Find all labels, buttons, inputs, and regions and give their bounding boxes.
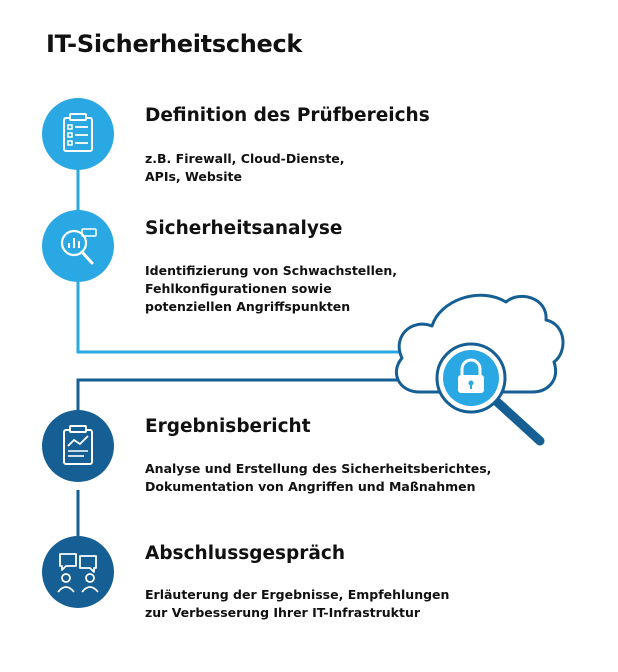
step-2-description-line: potenziellen Angriffspunkten xyxy=(145,299,351,314)
step-4-description-line: zur Verbesserung Ihrer IT-Infrastruktur xyxy=(145,605,421,620)
report-clipboard-icon xyxy=(42,410,114,482)
conversation-icon xyxy=(42,536,114,608)
step-2-description xyxy=(145,262,397,316)
step-2-description-line: Fehlkonfigurationen sowie xyxy=(145,281,332,296)
step-3-description xyxy=(145,460,491,496)
analysis-magnifier-icon xyxy=(42,210,114,282)
connector-cloud-3 xyxy=(78,380,402,420)
step-4-description xyxy=(145,586,449,622)
step-4-title: Abschlussgespräch xyxy=(145,543,346,564)
step-1-title: Definition des Prüfbereichs xyxy=(145,105,430,126)
step-3-title: Ergebnisbericht xyxy=(145,416,311,437)
step-1-description xyxy=(145,150,345,186)
checklist-icon xyxy=(42,98,114,170)
cloud-lock-magnifier-icon xyxy=(396,295,563,441)
step-3-description-line: Analyse und Erstellung des Sicherheitsberichtes, xyxy=(145,461,492,476)
step-4-description-line: Erläuterung der Ergebnisse, Empfehlungen xyxy=(145,587,450,602)
step-2-title: Sicherheitsanalyse xyxy=(145,218,343,239)
step-3-description-line: Dokumentation von Angriffen und Maßnahmen xyxy=(145,479,476,494)
step-1-description-line: z.B. Firewall, Cloud-Dienste, xyxy=(145,151,345,166)
step-2-description-line: Identifizierung von Schwachstellen, xyxy=(145,263,397,278)
page-title: IT-Sicherheitscheck xyxy=(46,30,303,58)
step-1-description-line: APIs, Website xyxy=(145,169,242,184)
